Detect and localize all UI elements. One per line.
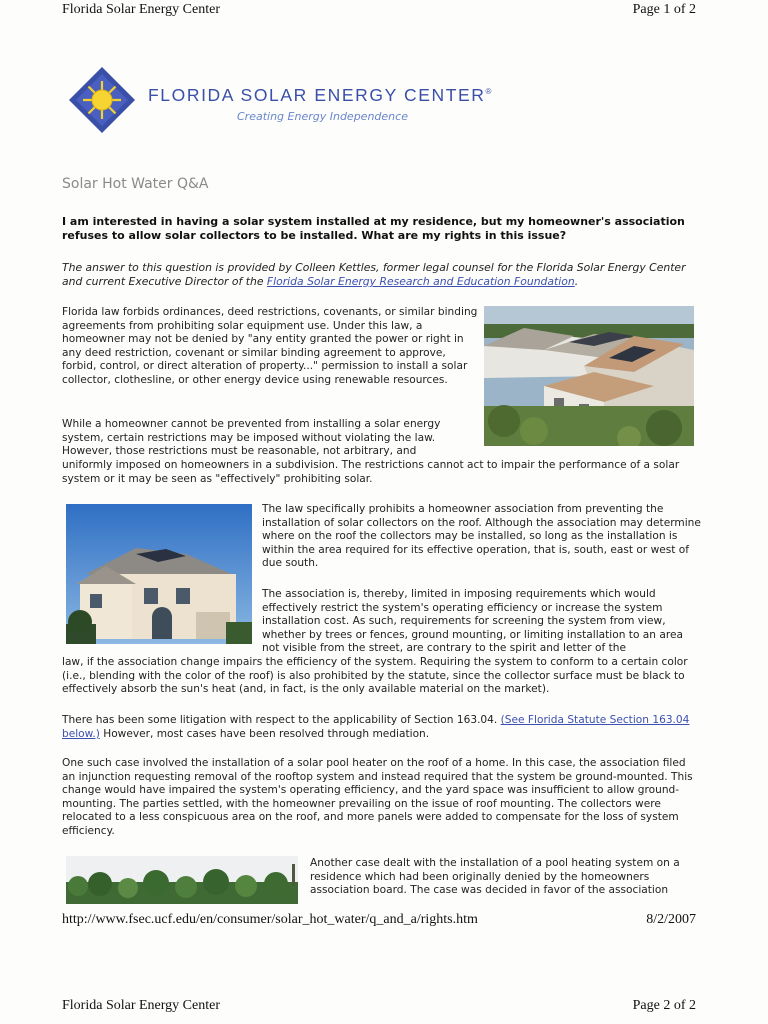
page2-header-page: Page 2 of 2 — [632, 998, 696, 1013]
neighborhood-solar-roofs-photo — [484, 306, 694, 446]
litigation-text-after: However, most cases have been resolved through mediation. — [103, 727, 430, 740]
answer-intro-text: The answer to this question is provided by Colleen Kettles, former legal counsel for the Florida Solar Energy Center and current Executive Director of the — [62, 261, 686, 288]
answer-intro — [62, 261, 702, 289]
logo-tagline: Creating Energy Independence — [237, 110, 408, 123]
paragraph-litigation — [62, 714, 702, 741]
registered-mark: ® — [485, 87, 494, 97]
litigation-text-before: There has been some litigation with respect to the applicability of Section 163.04. — [62, 714, 498, 726]
paragraph-restrictions-part1: While a homeowner cannot be prevented from installing a solar energy system, certain restrictions may be imposed without violating the law. However, those restrictions must be reasonable, not arbitrary, and — [62, 418, 441, 458]
paragraph-pool-heating-case: Another case dealt with the installation of a pool heating system on a residence which had been originally denied by the homeowners association board. The case was decided in favor of the association — [310, 857, 680, 897]
paragraph-restrictions-part2: uniformly imposed on homeowners in a subdivision. The restrictions cannot act to impair the performance of a solar system or it may be seen as "effectively" prohibiting solar. — [62, 459, 680, 485]
print-header-page: Page 1 of 2 — [632, 2, 696, 17]
page2-header-site: Florida Solar Energy Center — [62, 998, 220, 1013]
answer-intro-end: . — [574, 275, 579, 288]
house-with-collectors-photo — [66, 504, 252, 644]
paragraph-pool-heater-case: One such case involved the installation of a solar pool heater on the roof of a home. In this case, the association filed an injunction requesting removal of the rooftop system and instead required that the system be ground-mounted. This change would have impaired the system's operating efficiency, and the yard space was insufficient to allow ground-mounting. The parties settled, with the homeowner prevailing on the issue of roof mounting. The collectors were relocated to a less conspicuous area on the roof, and more panels were added to compensate for the loss of system efficiency. — [62, 757, 693, 837]
paragraph-roof-installation: The law specifically prohibits a homeowner association from preventing the installation of solar collectors on the roof. Although the association may determine where on the roof the collectors may be installed, so long as the installation is within the area required for its effective operation, that is, south, east or west of due south. — [262, 503, 701, 570]
foundation-link[interactable]: Florida Solar Energy Research and Education Foundation — [266, 275, 575, 288]
print-header-site: Florida Solar Energy Center — [62, 2, 220, 17]
print-footer-date: 8/2/2007 — [646, 912, 696, 927]
logo-wordmark: FLORIDA SOLAR ENERGY CENTER — [148, 85, 486, 105]
paragraph-solar-law: Florida law forbids ordinances, deed restrictions, covenants, or similar binding agreements from prohibiting solar equipment use. Under this law, a homeowner may not be denied by "any entity granted the power or right in any deed restriction, covenant or similar binding agreement to approve, forbid, control, or direct alteration of property..." permission to install a solar collector, clothesline, or other energy device using renewable resources. — [62, 306, 478, 386]
fsec-logo[interactable] — [68, 66, 508, 136]
paragraph-association-limits-part2: law, if the association change impairs the efficiency of the system. Requiring the system to conform to a certain color (i.e., blending with the color of the roof) is also prohibited by the statute, since the collector surface must be black to effectively absorb the sun's heat (and, in fact, is the only available material on the market). — [62, 656, 688, 696]
question-text: I am interested in having a solar system installed at my residence, but my homeowner's association refuses to allow solar collectors to be installed. What are my rights in this issue? — [62, 215, 685, 242]
print-footer-url: http://www.fsec.ucf.edu/en/consumer/solar_hot_water/q_and_a/rights.htm — [62, 912, 478, 927]
section-title: Solar Hot Water Q&A — [62, 176, 209, 192]
statute-section-link[interactable]: (See Florida Statute Section 163.04 below.) — [62, 714, 690, 740]
treeline-photo — [66, 856, 298, 904]
sun-diamond-icon — [68, 66, 136, 134]
paragraph-association-limits-part1: The association is, thereby, limited in imposing requirements which would effectively restrict the system's operating efficiency or increase the system installation cost. As such, requirements for screening the system from view, whether by trees or fences, ground mounting, or limiting installation to an area not visible from the street, are contrary to the spirit and letter of the — [262, 588, 683, 655]
